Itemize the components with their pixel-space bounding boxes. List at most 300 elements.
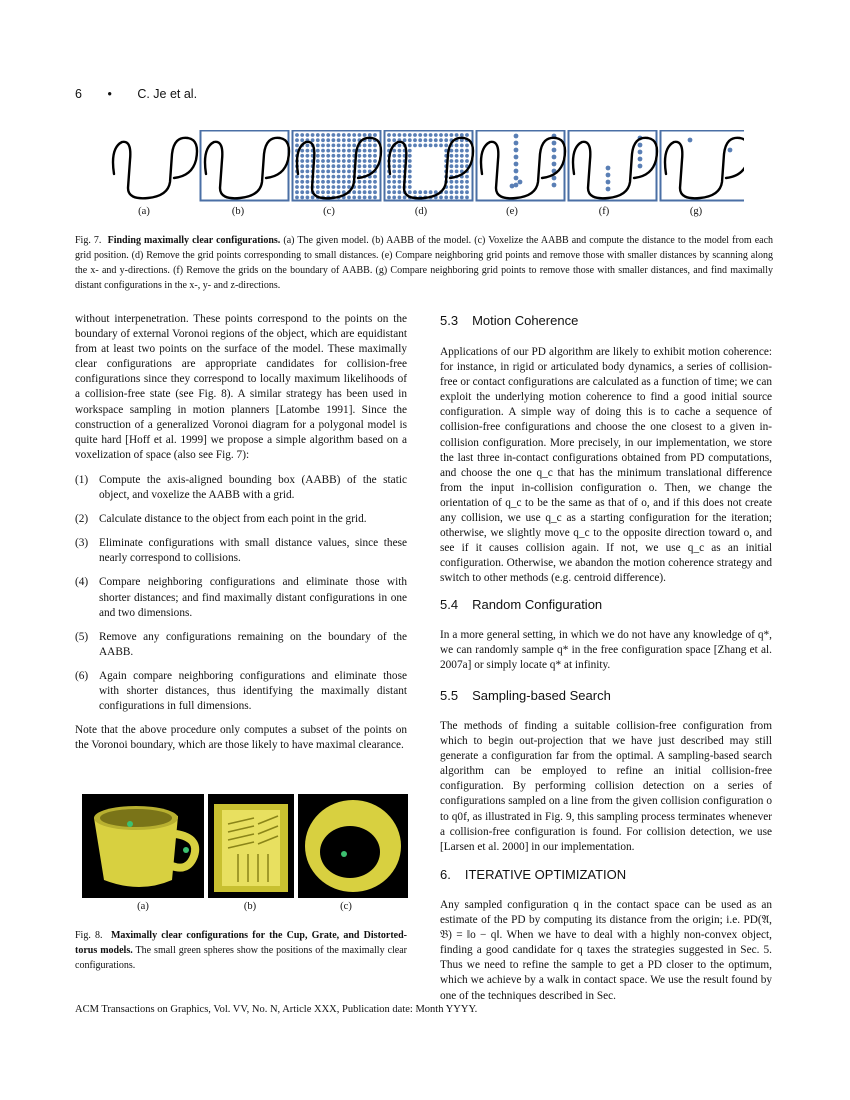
- grid-point: [295, 133, 299, 137]
- grid-point: [321, 154, 325, 158]
- grid-point: [606, 180, 611, 185]
- grid-point: [368, 180, 372, 184]
- grate-model-icon: [214, 804, 288, 892]
- fig8-label-b: (b): [243, 901, 257, 912]
- grid-point: [408, 154, 412, 158]
- grid-point: [337, 164, 341, 168]
- figure-8-graphic: [82, 794, 408, 898]
- grid-point: [358, 185, 362, 189]
- grid-point: [460, 180, 464, 184]
- grid-point: [363, 164, 367, 168]
- grid-point: [358, 196, 362, 200]
- grid-point: [316, 133, 320, 137]
- grid-point: [347, 170, 351, 174]
- grid-point: [518, 180, 523, 185]
- grid-point: [300, 190, 304, 194]
- grid-point: [552, 183, 557, 188]
- grid-point: [514, 162, 519, 167]
- grid-point: [300, 138, 304, 142]
- grid-point: [460, 159, 464, 163]
- grid-point: [342, 170, 346, 174]
- fig8-caption-title: Maximally clear configurations for the Cup, Grate, and Distorted-torus models.: [75, 930, 407, 956]
- grid-point: [387, 175, 391, 179]
- fig7-caption-label: Fig. 7.: [75, 235, 102, 246]
- grid-point: [295, 138, 299, 142]
- grid-point: [300, 154, 304, 158]
- grid-point: [514, 134, 519, 139]
- section-5-3-heading: 5.3 Motion Coherence: [440, 313, 579, 328]
- section-5-4-body: In a more general setting, in which we do not have any knowledge of q*, we can randomly sample q* in the free configuration space [Zhang et al. 2007a] or simply locate q* at infinity.: [440, 629, 772, 672]
- grid-point: [392, 149, 396, 153]
- model-curve: [665, 138, 744, 198]
- grid-point: [311, 196, 315, 200]
- grid-point: [408, 159, 412, 163]
- grid-point: [552, 141, 557, 146]
- model-curve: [205, 138, 289, 198]
- grid-point: [326, 175, 330, 179]
- grid-point: [387, 190, 391, 194]
- grid-point: [439, 133, 443, 137]
- grid-point: [347, 133, 351, 137]
- grid-point: [342, 164, 346, 168]
- grid-point: [347, 175, 351, 179]
- grid-point: [332, 138, 336, 142]
- model-curve: [481, 138, 565, 198]
- grid-point: [424, 138, 428, 142]
- model-curve: [573, 138, 657, 198]
- grid-point: [392, 164, 396, 168]
- grid-point: [387, 185, 391, 189]
- grid-point: [408, 185, 412, 189]
- grid-point: [347, 154, 351, 158]
- grid-point: [342, 133, 346, 137]
- grid-point: [373, 196, 377, 200]
- fig7-panel-e: [477, 131, 566, 201]
- fig7-label-a: (a): [138, 206, 150, 217]
- left-paragraph-2: Note that the above procedure only computes a subset of the points on the Voronoi boundary, which are those likely to have maximal clearance.: [75, 724, 407, 752]
- grid-point: [300, 133, 304, 137]
- grid-point: [306, 164, 310, 168]
- grid-point: [455, 190, 459, 194]
- grid-point: [398, 170, 402, 174]
- fig7-label-c: (c): [323, 206, 335, 217]
- grid-point: [418, 190, 422, 194]
- grid-point: [300, 185, 304, 189]
- figure-7-caption: [75, 233, 773, 293]
- grid-point: [514, 141, 519, 146]
- grid-point: [455, 159, 459, 163]
- grid-point: [363, 196, 367, 200]
- cup-handle-sphere: [183, 847, 189, 853]
- grid-point: [510, 184, 515, 189]
- grid-point: [342, 138, 346, 142]
- grid-point: [332, 159, 336, 163]
- grid-point: [368, 196, 372, 200]
- grid-point: [363, 154, 367, 158]
- grid-point: [398, 159, 402, 163]
- grid-point: [638, 150, 643, 155]
- grid-point: [514, 183, 519, 188]
- figure-8: [82, 794, 408, 898]
- grid-point: [342, 185, 346, 189]
- grid-point: [455, 170, 459, 174]
- step-5: (5) Remove any configurations remaining on the boundary of the AABB.: [75, 630, 407, 658]
- grid-point: [347, 138, 351, 142]
- grid-point: [326, 149, 330, 153]
- grid-point: [316, 144, 320, 148]
- grid-point: [363, 144, 367, 148]
- grid-point: [321, 133, 325, 137]
- grid-point: [439, 144, 443, 148]
- section-6-body: Any sampled configuration q in the contact space can be used as an estimate of the PD by computing its distance from the origin; i.e. PD(𝔄, 𝔅) = ‖o − q‖. When we have to deal with a highly non-convex object, finding a good candidate for q taxes the strategies suggested in Sec. 5. Thus we need to refine the sample to get a PD closer to the optimum, which we achieve by a walk in contact space. We use the result found by one of the techniques described in Sec.: [440, 899, 772, 1002]
- fig7-caption-body: (a) The given model. (b) AABB of the model. (c) Voxelize the AABB and compute the distance to the model from each grid position. (d) Remove the grid points corresponding to small distances. (e) Compare neighboring grid points and remove those with smaller distances by scanning along the x- and y-directions. (f) Remove the grids on the boundary of AABB. (g) Compare neighboring grid points to remove those with smaller distances, and find maximally distant configurations in the x-, y- and z-directions.: [75, 235, 774, 291]
- grid-point: [444, 133, 448, 137]
- grid-point: [444, 190, 448, 194]
- grid-point: [450, 154, 454, 158]
- grid-point: [552, 162, 557, 167]
- grid-point: [326, 180, 330, 184]
- page-footer: ACM Transactions on Graphics, Vol. VV, No. N, Article XXX, Publication date: Month YYYY.: [75, 1004, 478, 1015]
- grid-point: [337, 190, 341, 194]
- grid-point: [429, 133, 433, 137]
- grid-point: [358, 190, 362, 194]
- grid-point: [398, 180, 402, 184]
- grid-point: [347, 196, 351, 200]
- grid-point: [465, 149, 469, 153]
- grid-point: [368, 185, 372, 189]
- grid-point: [358, 170, 362, 174]
- grid-point: [321, 149, 325, 153]
- grid-point: [316, 159, 320, 163]
- grid-point: [368, 144, 372, 148]
- grid-point: [321, 185, 325, 189]
- grid-point: [392, 196, 396, 200]
- section-5-3-body: Applications of our PD algorithm are likely to exhibit motion coherence: for instance, in rigid or articulated body dynamics, a series of collision-free or contact configurations are calculated as a function of time; we can exploit the underlying motion coherence to find a good initial source configuration. A simple way of doing this is to cache a sequence of collision-free configurations and choose the one closest to a given in-collision configuration. More precisely, in our implementation, we store the last three in-contact configurations obtained from PD computations, and choose the one q_c that has the minimum translational difference from the input in-collision configuration o. Then, we change the orientation of q_c to be the same as that of o, and if this does not create any collision, we use q_c as a starting configuration for the iteration; otherwise, we slightly move q_c to the opposite direction toward o, and see if it causes collision again. If not, we use q_c as an initial configuration. Otherwise, we abandon the motion coherence strategy and switch to other methods (e.g. centroid difference).: [440, 346, 772, 585]
- grid-point: [387, 196, 391, 200]
- grid-point: [326, 164, 330, 168]
- grid-point: [295, 180, 299, 184]
- fig7-label-e: (e): [506, 206, 518, 217]
- grid-point: [465, 159, 469, 163]
- grid-point: [326, 138, 330, 142]
- grid-point: [332, 164, 336, 168]
- grid-point: [444, 196, 448, 200]
- grid-point: [439, 196, 443, 200]
- grid-point: [363, 149, 367, 153]
- grid-point: [332, 180, 336, 184]
- page-number: 6: [75, 87, 82, 101]
- grid-point: [465, 180, 469, 184]
- grid-point: [403, 133, 407, 137]
- grid-point: [306, 133, 310, 137]
- grid-point: [306, 159, 310, 163]
- fig7-label-f: (f): [598, 206, 610, 217]
- grid-point: [429, 144, 433, 148]
- grid-point: [337, 154, 341, 158]
- grid-point: [326, 190, 330, 194]
- grid-point: [295, 144, 299, 148]
- grid-point: [368, 159, 372, 163]
- grid-point: [347, 185, 351, 189]
- grid-point: [321, 138, 325, 142]
- grid-point: [332, 144, 336, 148]
- grid-point: [465, 144, 469, 148]
- grid-point: [552, 148, 557, 153]
- header-bullet: •: [107, 87, 112, 101]
- grid-point: [455, 196, 459, 200]
- grid-point: [403, 196, 407, 200]
- figure-8-caption: [75, 928, 407, 973]
- grid-point: [326, 144, 330, 148]
- grid-point: [418, 138, 422, 142]
- fig7-panel-b: [201, 131, 290, 201]
- grid-point: [316, 154, 320, 158]
- grid-point: [316, 190, 320, 194]
- grid-point: [450, 133, 454, 137]
- grid-point: [295, 196, 299, 200]
- grid-point: [450, 190, 454, 194]
- grid-point: [455, 154, 459, 158]
- grid-point: [347, 159, 351, 163]
- torus-clear-config-sphere: [341, 851, 347, 857]
- grid-point: [373, 159, 377, 163]
- grid-point: [311, 133, 315, 137]
- grid-point: [444, 138, 448, 142]
- grid-point: [342, 154, 346, 158]
- cup-clear-config-sphere: [127, 821, 133, 827]
- grid-point: [363, 190, 367, 194]
- grid-point: [363, 133, 367, 137]
- grid-point: [373, 185, 377, 189]
- grid-point: [306, 154, 310, 158]
- grid-point: [373, 175, 377, 179]
- algorithm-steps: [75, 473, 407, 714]
- grid-point: [332, 154, 336, 158]
- grid-point: [392, 133, 396, 137]
- grid-point: [638, 157, 643, 162]
- grid-point: [460, 185, 464, 189]
- grid-point: [398, 144, 402, 148]
- grid-point: [450, 170, 454, 174]
- grid-point: [429, 138, 433, 142]
- grid-point: [455, 164, 459, 168]
- grid-point: [316, 138, 320, 142]
- grid-point: [455, 185, 459, 189]
- grid-point: [392, 154, 396, 158]
- grid-point: [306, 149, 310, 153]
- grid-point: [387, 144, 391, 148]
- grid-point: [373, 149, 377, 153]
- grid-point: [408, 164, 412, 168]
- grid-point: [300, 164, 304, 168]
- grid-point: [439, 138, 443, 142]
- grid-point: [337, 170, 341, 174]
- grid-point: [337, 159, 341, 163]
- grid-point: [342, 175, 346, 179]
- grid-point: [455, 144, 459, 148]
- grid-point: [316, 175, 320, 179]
- grid-point: [337, 185, 341, 189]
- grid-point: [373, 144, 377, 148]
- grid-point: [408, 175, 412, 179]
- grid-point: [321, 175, 325, 179]
- grid-point: [398, 175, 402, 179]
- grid-point: [450, 185, 454, 189]
- grid-point: [418, 133, 422, 137]
- grid-point: [337, 144, 341, 148]
- grid-point: [408, 180, 412, 184]
- grid-point: [342, 180, 346, 184]
- grid-point: [398, 196, 402, 200]
- grid-point: [465, 190, 469, 194]
- model-curve: [113, 138, 197, 198]
- grid-point: [321, 159, 325, 163]
- grid-point: [300, 159, 304, 163]
- grid-point: [358, 164, 362, 168]
- grid-point: [306, 144, 310, 148]
- grid-point: [363, 159, 367, 163]
- grid-point: [688, 138, 693, 143]
- grid-point: [295, 175, 299, 179]
- grid-point: [392, 170, 396, 174]
- section-5-4-heading: 5.4 Random Configuration: [440, 597, 603, 612]
- grid-point: [373, 180, 377, 184]
- grid-point: [392, 185, 396, 189]
- grid-point: [347, 180, 351, 184]
- grid-point: [342, 149, 346, 153]
- grid-point: [352, 138, 356, 142]
- grid-point: [363, 170, 367, 174]
- grid-point: [465, 154, 469, 158]
- aabb-box: [661, 131, 745, 201]
- grid-point: [316, 170, 320, 174]
- grid-point: [337, 149, 341, 153]
- grid-point: [638, 143, 643, 148]
- grid-point: [413, 133, 417, 137]
- grid-point: [434, 133, 438, 137]
- fig7-panel-f: [569, 131, 658, 201]
- grid-point: [300, 196, 304, 200]
- step-1: (1) Compute the axis-aligned bounding box (AABB) of the static object, and voxelize the AABB with a grid.: [75, 473, 407, 502]
- grid-point: [352, 190, 356, 194]
- grid-point: [398, 185, 402, 189]
- grid-point: [413, 190, 417, 194]
- grid-point: [306, 196, 310, 200]
- grid-point: [455, 133, 459, 137]
- grid-point: [332, 133, 336, 137]
- grid-point: [392, 159, 396, 163]
- grid-point: [450, 180, 454, 184]
- grid-point: [392, 190, 396, 194]
- grid-point: [342, 159, 346, 163]
- grid-point: [638, 164, 643, 169]
- grid-point: [332, 190, 336, 194]
- grid-point: [373, 190, 377, 194]
- grid-point: [347, 149, 351, 153]
- grid-point: [387, 138, 391, 142]
- grid-point: [460, 190, 464, 194]
- grid-point: [392, 180, 396, 184]
- grid-point: [514, 169, 519, 174]
- grid-point: [387, 180, 391, 184]
- grid-point: [342, 144, 346, 148]
- grid-point: [316, 149, 320, 153]
- fig8-caption-label: Fig. 8.: [75, 930, 103, 941]
- grid-point: [321, 144, 325, 148]
- grid-point: [606, 173, 611, 178]
- grid-point: [392, 138, 396, 142]
- figure-7: [104, 130, 744, 202]
- figure-7-graphic: [104, 130, 744, 202]
- grid-point: [455, 149, 459, 153]
- grid-point: [352, 144, 356, 148]
- grid-point: [514, 176, 519, 181]
- grid-point: [358, 154, 362, 158]
- grid-point: [358, 149, 362, 153]
- grid-point: [444, 144, 448, 148]
- step-3: (3) Eliminate configurations with small distance values, since these nearly correspond to collisions.: [75, 537, 407, 565]
- grid-point: [337, 175, 341, 179]
- fig8-label-c: (c): [340, 901, 352, 912]
- grid-point: [326, 133, 330, 137]
- grid-point: [408, 133, 412, 137]
- section-6-heading: 6. ITERATIVE OPTIMIZATION: [440, 867, 627, 882]
- grid-point: [358, 180, 362, 184]
- grid-point: [368, 164, 372, 168]
- grid-point: [606, 166, 611, 171]
- grid-point: [552, 155, 557, 160]
- step-2: (2) Calculate distance to the object from each point in the grid.: [75, 513, 367, 526]
- grid-point: [514, 155, 519, 160]
- section-5-5-heading: 5.5 Sampling-based Search: [440, 688, 611, 703]
- section-5-5-body: The methods of finding a suitable collision-free configuration from which to begin out-projection that we have just described may still generate a configuration far from the optimal. A sampling-based search algorithm can be employed to refine an initial collision-free configuration. By performing collision detection on a series of configurations sampled on a line from the given collision configuration o to q0f, as illustrated in Fig. 9, this sampling process terminates whenever a collision-free configuration is found. For collision detection, we use [Larsen et al. 2000] in our implementation.: [440, 720, 772, 853]
- grid-point: [332, 170, 336, 174]
- grid-point: [373, 133, 377, 137]
- grid-point: [295, 190, 299, 194]
- grid-point: [326, 170, 330, 174]
- grid-point: [300, 180, 304, 184]
- grid-point: [450, 149, 454, 153]
- grid-point: [408, 190, 412, 194]
- grid-point: [465, 133, 469, 137]
- grid-point: [306, 185, 310, 189]
- grid-point: [465, 196, 469, 200]
- grid-point: [460, 133, 464, 137]
- left-paragraph-1: without interpenetration. These points correspond to the points on the boundary of external Voronoi regions of the object, which are equidistant from at least two points on the surface of the model. These maximally clear configurations are appropriate candidates for collision-free configurations since they correspond to locally maximum likelihoods of a collision-free state (see Fig. 8). A similar strategy has been used in workspace sampling in motion planners [Latombe 1991]. Since the construction of a generalized Voronoi diagram for a polygonal model is quite hard [Hoff et al. 1999] we propose a simple algorithm based on a voxelization of space (also see Fig. 7):: [75, 313, 407, 461]
- grid-point: [358, 133, 362, 137]
- grid-point: [352, 196, 356, 200]
- grid-point: [306, 175, 310, 179]
- grid-point: [337, 180, 341, 184]
- grid-point: [450, 159, 454, 163]
- grid-point: [408, 144, 412, 148]
- grid-point: [321, 180, 325, 184]
- fig8-label-a: (a): [137, 901, 149, 912]
- grid-point: [398, 154, 402, 158]
- grid-point: [337, 133, 341, 137]
- grid-point: [363, 180, 367, 184]
- fig7-panel-d: [385, 131, 474, 201]
- grid-point: [358, 159, 362, 163]
- torus-model-icon: [305, 800, 401, 892]
- grid-point: [398, 133, 402, 137]
- grid-point: [368, 133, 372, 137]
- grid-point: [387, 133, 391, 137]
- grid-point: [392, 175, 396, 179]
- step-4: (4) Compare neighboring configurations and eliminate those with shorter distances; and find maximally distant configurations in one and two dimensions.: [75, 576, 407, 619]
- grid-point: [460, 196, 464, 200]
- grid-point: [316, 180, 320, 184]
